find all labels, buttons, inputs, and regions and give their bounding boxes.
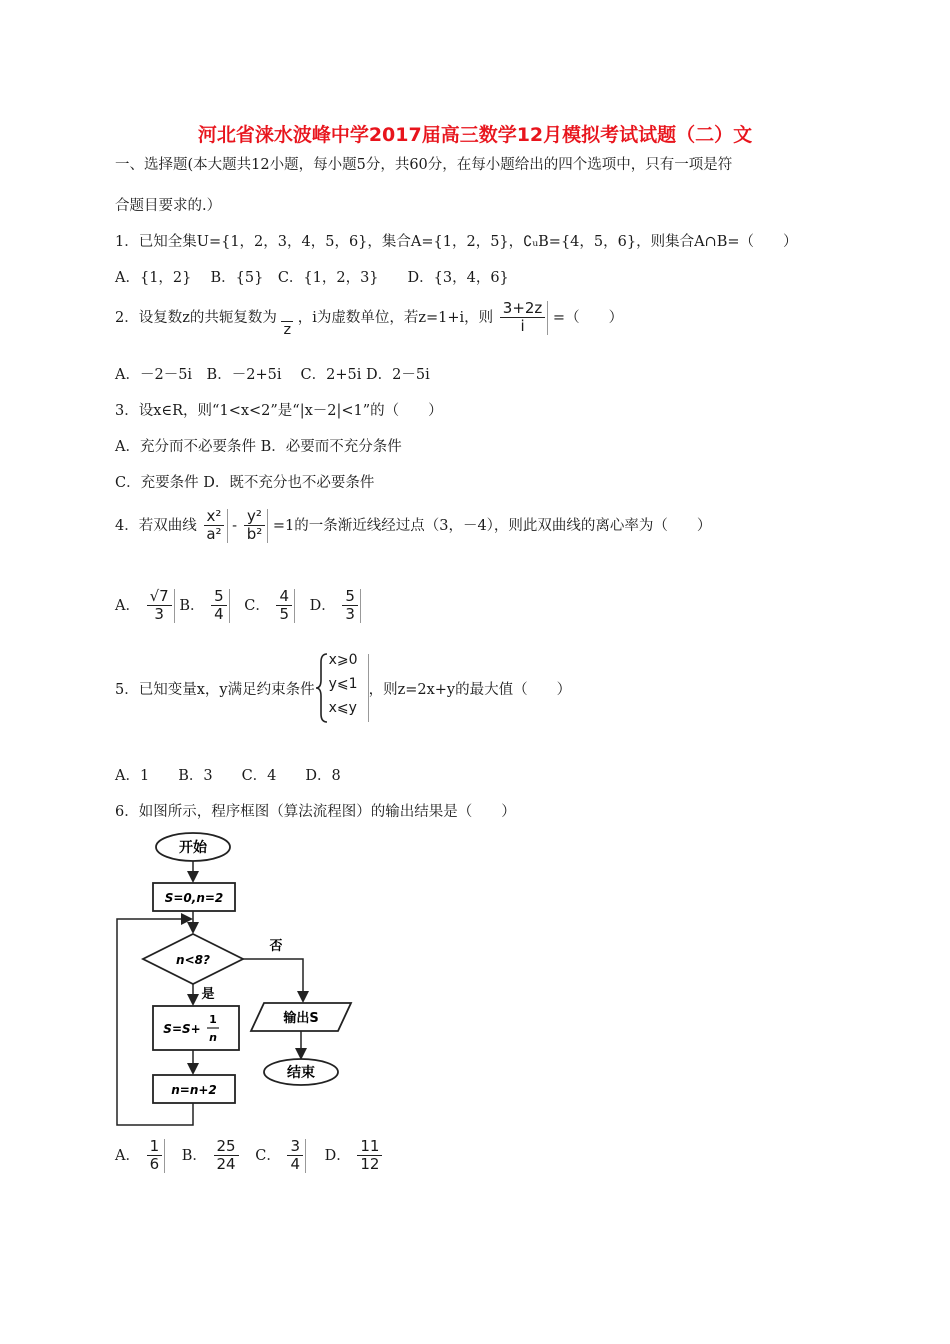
q4-suffix: =1的一条渐近线经过点（3，－4），则此双曲线的离心率为（ ） [272, 517, 712, 534]
constraint-1: x⩾0 [328, 652, 358, 668]
fraction-frame-line [360, 589, 361, 623]
q6-d-numerator: 11 [357, 1138, 382, 1156]
question-6-options [115, 1138, 384, 1174]
q6-option-a-label: A． [115, 1147, 140, 1164]
q6-c-denominator: 4 [290, 1155, 300, 1174]
q6-option-c-value [287, 1138, 303, 1174]
q6-option-c-label: C． [255, 1147, 281, 1164]
q4-option-a-value [147, 588, 172, 624]
q2-prefix: 2．设复数z的共轭复数为 [115, 309, 277, 326]
q4-c-numerator: 4 [276, 588, 292, 606]
flowchart-no-label: 否 [269, 939, 283, 954]
q5-suffix: ，则z=2x+y的最大值（ ） [368, 681, 572, 698]
flowchart-process-denominator: n [209, 1031, 217, 1044]
flowchart-end-label: 结束 [287, 1065, 315, 1081]
q6-b-denominator: 24 [216, 1155, 236, 1174]
fraction-frame-line [294, 589, 295, 623]
instructions-line-2: 合题目要求的.） [115, 198, 222, 214]
q6-option-b-value [214, 1138, 239, 1174]
q6-option-d-label: D． [324, 1147, 351, 1164]
q2-fraction-denominator: i [520, 317, 525, 336]
q6-a-denominator: 6 [149, 1155, 160, 1174]
fraction-frame-line [164, 1139, 165, 1173]
flowchart-output-label: 输出S [283, 1011, 319, 1026]
question-5 [115, 650, 571, 726]
q2-fraction [500, 300, 546, 336]
question-6: 6．如图所示，程序框图（算法流程图）的输出结果是（ ） [115, 804, 516, 820]
fraction-frame-line [227, 509, 228, 543]
q4-fraction-y [244, 508, 266, 544]
q4-option-d-label: D． [309, 597, 336, 614]
q4-b-squared: b² [246, 525, 263, 544]
question-1-options: A．{1，2} B．{5} C．{1，2，3} D．{3，4，6} [115, 270, 509, 286]
q4-a-denominator: 3 [154, 605, 164, 624]
q2-middle: ，i为虚数单位，若z=1+i，则 [297, 309, 494, 326]
page-title: 河北省涞水波峰中学2017届高三数学12月模拟考试试题（二）文 [197, 124, 753, 146]
q4-option-c-label: C． [244, 597, 270, 614]
fraction-frame-line [547, 301, 548, 335]
q4-option-a-label: A． [115, 597, 140, 614]
question-2-options: A．－2－5i B．－2+5i C．2+5i D．2－5i [115, 367, 430, 383]
fraction-frame-line [229, 589, 230, 623]
question-4-options [115, 588, 361, 624]
q4-a-numerator: √7 [147, 588, 172, 606]
flowchart-yes-label: 是 [201, 987, 215, 1002]
question-5-options: A．1 B．3 C．4 D．8 [115, 768, 341, 784]
q4-d-numerator: 5 [342, 588, 358, 606]
flowchart-process-label: S=S+ [163, 1022, 201, 1036]
question-3: 3．设x∈R，则“1<x<2”是“|x－2|<1”的（ ） [115, 403, 443, 419]
question-4 [115, 508, 711, 544]
q6-option-a-value [147, 1138, 163, 1174]
q4-option-d-value [342, 588, 358, 624]
flowchart [114, 828, 354, 1128]
flow-arrow-no [243, 959, 303, 1000]
constraint-2: y⩽1 [328, 676, 358, 692]
constraint-frame-line [368, 654, 369, 722]
flowchart-init-label: S=0,n=2 [164, 891, 224, 905]
q6-option-b-label: B． [181, 1147, 207, 1164]
q6-a-numerator: 1 [147, 1138, 163, 1156]
constraint-3: x⩽y [328, 700, 357, 716]
q4-minus: - [232, 517, 238, 534]
q4-d-denominator: 3 [345, 605, 355, 624]
constraint-system [315, 652, 369, 724]
instructions-line-1: 一、选择题(本大题共12小题，每小题5分，共60分，在每小题给出的四个选项中，只有一项是符 [115, 157, 733, 173]
left-brace-icon [315, 652, 329, 724]
flowchart-start-label: 开始 [179, 840, 207, 856]
question-3-options-ab: A．充分而不必要条件 B．必要而不充分条件 [115, 439, 402, 455]
q4-y-squared: y² [244, 508, 265, 526]
q4-a-squared: a² [206, 525, 222, 544]
q4-fraction-x [203, 508, 224, 544]
q2-fraction-numerator: 3+2z [500, 300, 546, 318]
flowchart-increment-label: n=n+2 [171, 1083, 217, 1097]
q6-b-numerator: 25 [214, 1138, 239, 1156]
q6-d-denominator: 12 [360, 1155, 380, 1174]
fraction-frame-line [305, 1139, 306, 1173]
q4-c-denominator: 5 [279, 605, 289, 624]
q4-option-b-value [211, 588, 227, 624]
fraction-frame-line [267, 509, 268, 543]
q2-suffix: =（ ） [552, 309, 624, 326]
q4-prefix: 4．若双曲线 [115, 517, 197, 534]
question-1: 1．已知全集U={1，2，3，4，5，6}，集合A={1，2，5}，∁ᵤB={4，5，6}，则集合A∩B=（ ） [115, 234, 798, 250]
q6-option-d-value [357, 1138, 382, 1174]
q4-b-denominator: 4 [214, 605, 224, 624]
q6-c-numerator: 3 [287, 1138, 303, 1156]
q4-x-squared: x² [204, 508, 225, 526]
q4-option-c-value [276, 588, 292, 624]
question-3-options-cd: C．充要条件 D．既不充分也不必要条件 [115, 475, 375, 491]
fraction-frame-line [174, 589, 175, 623]
q4-b-numerator: 5 [211, 588, 227, 606]
flowchart-process-numerator: 1 [209, 1013, 217, 1026]
flowchart-decision-label: n<8? [176, 953, 210, 967]
q4-option-b-label: B． [179, 597, 205, 614]
question-2 [115, 299, 624, 339]
conjugate-z: z [283, 322, 292, 339]
q5-prefix: 5．已知变量x，y满足约束条件 [115, 681, 315, 698]
